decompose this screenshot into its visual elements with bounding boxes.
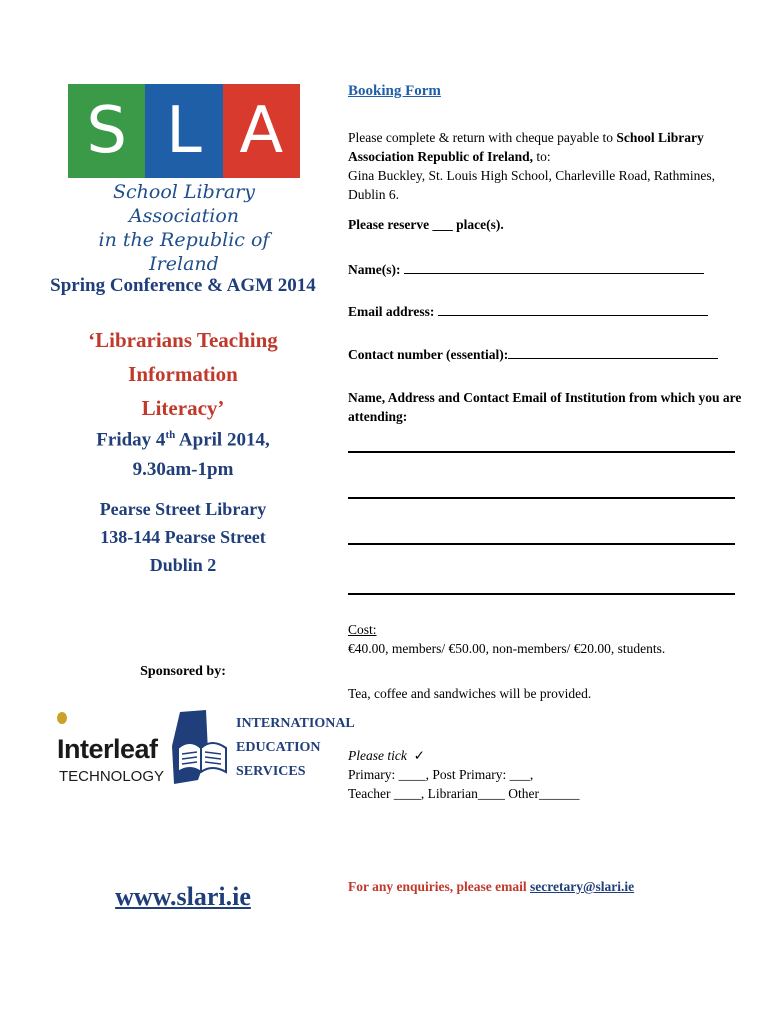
contact-field[interactable]: [348, 345, 743, 364]
instructions-text: [348, 128, 743, 166]
date-day: Friday 4: [96, 429, 166, 451]
interleaf-dot-icon: [57, 712, 67, 724]
institution-line-3[interactable]: [348, 543, 735, 545]
ies-line2: EDUCATION: [236, 740, 321, 755]
sla-logo: [68, 84, 300, 275]
tick-section: [348, 746, 743, 803]
website-link[interactable]: www.slari.ie: [115, 882, 251, 911]
reserve-places: Please reserve ___ place(s).: [348, 217, 504, 232]
ies-name: [236, 712, 355, 784]
names-field[interactable]: [348, 260, 743, 279]
email-field[interactable]: [348, 302, 743, 321]
form-instructions: [348, 128, 743, 204]
institution-label: Name, Address and Contact Email of Institution from which you are attending:: [348, 390, 742, 424]
event-theme: [38, 323, 328, 425]
event-time: 9.30am-1pm: [132, 459, 234, 481]
logo-subtitle-line2: in the Republic of Ireland: [98, 229, 270, 275]
institution-line-2[interactable]: [348, 497, 735, 499]
sponsored-by-label: Sponsored by:: [140, 664, 226, 679]
logo-tile-l: L: [145, 84, 222, 178]
email-input-line[interactable]: [438, 302, 708, 316]
tick-label: Please tick: [348, 748, 407, 763]
cost-label: Cost:: [348, 622, 377, 637]
date-suffix: th: [165, 429, 176, 441]
names-input-line[interactable]: [404, 260, 704, 274]
tick-options-line1[interactable]: Primary: ____, Post Primary: ___,: [348, 767, 534, 782]
return-address: Gina Buckley, St. Louis High School, Charleville Road, Rathmines, Dublin 6.: [348, 168, 715, 202]
cost-text: €40.00, members/ €50.00, non-members/ €20.00, students.: [348, 641, 666, 656]
event-date-line: [38, 420, 328, 455]
event-date: [38, 420, 328, 485]
logo-subtitle: [68, 180, 300, 276]
logo-subtitle-line1: School Library Association: [113, 181, 255, 227]
ies-line3: SERVICES: [236, 764, 306, 779]
instr-to: to:: [533, 149, 551, 164]
ies-line1: INTERNATIONAL: [236, 716, 355, 731]
contact-input-line[interactable]: [508, 345, 718, 359]
tick-options-line2[interactable]: Teacher ____, Librarian____ Other______: [348, 786, 580, 801]
contact-label: Contact number (essential):: [348, 347, 509, 362]
logo-letters: [68, 84, 300, 178]
logo-tile-s: S: [68, 84, 145, 178]
names-label: Name(s):: [348, 262, 404, 277]
logo-tile-a: A: [223, 84, 300, 178]
event-venue: [38, 495, 328, 579]
booking-form-heading: Booking Form: [348, 83, 441, 99]
instr-text: Please complete & return with cheque payable to: [348, 130, 617, 145]
venue-line2: 138-144 Pearse Street: [100, 527, 266, 547]
event-theme-line2: Literacy’: [141, 396, 225, 420]
open-book-icon: [168, 706, 234, 790]
event-title: Spring Conference & AGM 2014: [50, 275, 316, 296]
venue-line1: Pearse Street Library: [99, 499, 267, 519]
institution-line-4[interactable]: [348, 593, 735, 595]
instr-payee: School Library Association Republic of Ireland,: [348, 130, 704, 164]
tick-heading: [348, 746, 743, 765]
event-theme-line1: ‘Librarians Teaching Information: [88, 328, 278, 386]
venue-line3: Dublin 2: [149, 555, 217, 575]
checkmark-icon: ✓: [413, 748, 425, 763]
institution-line-1[interactable]: [348, 451, 735, 453]
cost-section: [348, 620, 743, 658]
date-rest: April 2014,: [175, 429, 270, 451]
enquiries-text: For any enquiries, please email: [348, 879, 530, 894]
enquiries-email-link[interactable]: secretary@slari.ie: [530, 879, 635, 894]
ies-logo: [168, 706, 355, 790]
interleaf-name: Interleaf: [57, 734, 158, 764]
email-label: Email address:: [348, 304, 438, 319]
enquiries: [348, 877, 743, 896]
interleaf-logo: [55, 708, 165, 790]
refreshments-note: Tea, coffee and sandwiches will be provided.: [348, 686, 592, 701]
interleaf-sub: TECHNOLOGY: [59, 768, 165, 785]
